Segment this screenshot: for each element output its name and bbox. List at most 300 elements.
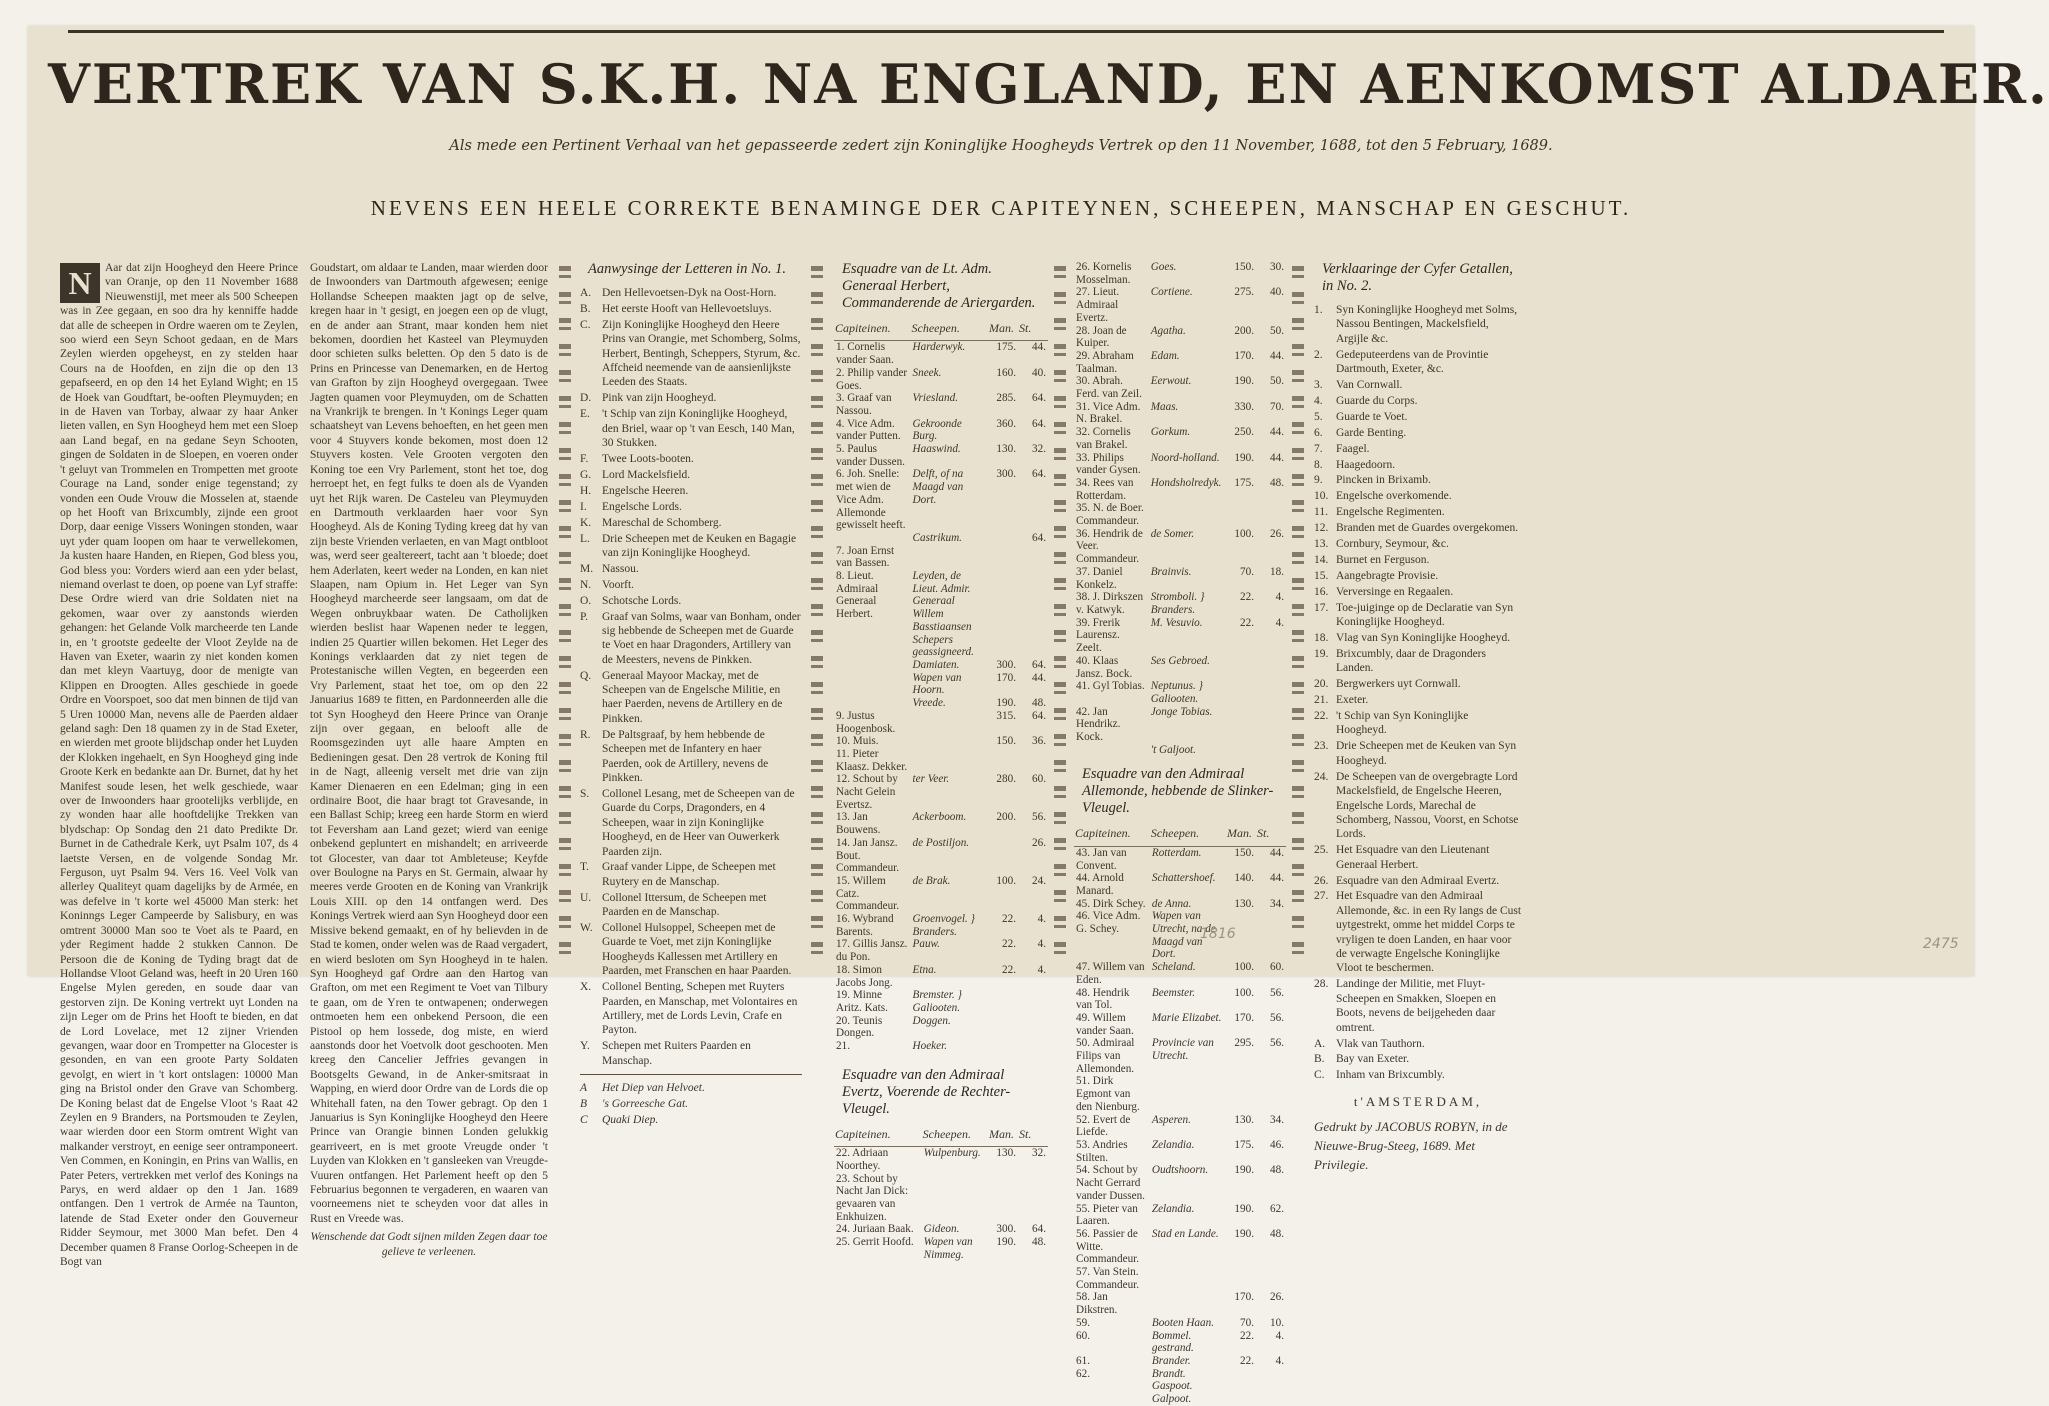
- column-header: Scheepen.: [911, 320, 988, 341]
- table-cell: Delft, of na Maagd van Dort.: [912, 468, 964, 506]
- number-item: [1314, 843, 1522, 872]
- table-row: [1074, 1228, 1286, 1266]
- table-cell: Hondsholredyk.: [1150, 476, 1222, 489]
- table-cell: [988, 570, 1018, 659]
- table-cell: 100.: [1234, 527, 1254, 540]
- table-cell: [1226, 502, 1256, 527]
- table-cell: 50.: [1270, 324, 1284, 337]
- letter-item: [580, 860, 802, 889]
- table-cell: 44.: [1270, 349, 1284, 362]
- table-cell: 48.: [1270, 476, 1284, 489]
- top-rule: [68, 30, 1944, 33]
- table-cell: 70.: [1270, 400, 1284, 413]
- letter-item: [580, 728, 802, 786]
- table-cell: 26. Kornelis Mosselman.: [1076, 261, 1132, 286]
- letter-item-key: T.: [580, 861, 590, 874]
- table-row: [1074, 1139, 1286, 1164]
- table-cell: 64.: [1032, 531, 1046, 544]
- number-item-key: 8.: [1314, 458, 1323, 471]
- number-item-text: Vlak van Tauthorn.: [1336, 1037, 1425, 1050]
- table-cell: 70.: [1240, 565, 1254, 578]
- table-cell: 36. Hendrik de Veer. Commandeur.: [1076, 527, 1143, 566]
- table-cell: [1256, 910, 1286, 961]
- table-cell: Sneek.: [912, 366, 942, 379]
- number-item: [1314, 489, 1522, 503]
- number-item-key: 7.: [1314, 442, 1323, 455]
- table-cell: [1226, 1266, 1256, 1291]
- table-cell: 34. Rees van Rotterdam.: [1076, 476, 1134, 502]
- table-cell: Castrikum.: [912, 531, 962, 544]
- table-cell: 4.: [1037, 963, 1046, 976]
- letter-item: [580, 452, 802, 466]
- table-cell: Bremster. } Galiooten.: [912, 989, 962, 1014]
- table-row: [834, 837, 1048, 875]
- table-cell: Schattershoef.: [1151, 872, 1216, 885]
- table-cell: Edam.: [1150, 349, 1180, 362]
- number-item: [1314, 585, 1522, 599]
- letter-item-key: P.: [580, 610, 588, 623]
- table-row: [834, 1223, 1048, 1236]
- number-item: [1314, 1068, 1522, 1082]
- table-cell: 30.: [1270, 261, 1284, 273]
- column-header: Man.: [1226, 825, 1256, 846]
- table-cell: Neptunus. } Galiooten.: [1150, 680, 1204, 705]
- table-cell: 19. Minne Aritz. Kats.: [836, 989, 888, 1014]
- table-cell: 26.: [1032, 836, 1046, 849]
- letter-footnote: [580, 1081, 802, 1095]
- printer-imprint: Gedrukt by JACOBUS ROBYN, in de Nieuwe-Brug-Steeg, 1689. Met Privilegie.: [1314, 1119, 1508, 1173]
- letter-item: [580, 532, 802, 561]
- number-item: [1314, 394, 1522, 408]
- letter-item: [580, 891, 802, 920]
- table-cell: 56.: [1270, 1011, 1284, 1024]
- letter-item: [580, 562, 802, 576]
- table-cell: 22.: [1240, 1354, 1254, 1367]
- table-cell: 300.: [996, 658, 1016, 671]
- table-cell: [988, 989, 1018, 1014]
- letter-item-text: Zijn Koninglijke Hoogheyd den Heere Prins van Orangie, met Schomberg, Solms, Herbert, Bentingh, Scheppers, Styrum, &c. Affcheid neemende van de aansienlijkste Leeden des Staats.: [602, 318, 801, 389]
- table-cell: 60.: [1076, 1329, 1090, 1342]
- table-row: [834, 735, 1048, 748]
- table-cell: 44.: [1032, 341, 1046, 354]
- table-cell: [1150, 1291, 1226, 1316]
- letter-item-key: I.: [580, 500, 587, 513]
- table-cell: 11. Pieter Klaasz. Dekker.: [836, 747, 908, 773]
- table-cell: 60.: [1032, 773, 1046, 786]
- letter-item: [580, 286, 802, 300]
- table-cell: 175.: [1234, 1139, 1254, 1151]
- letter-item-text: Graaf van Solms, waar van Bonham, onder sig hebbende de Scheepen met de Guarde te Voet en haar Dragonders, Artillery van de Meesters, nevens de Pinkken.: [602, 610, 801, 666]
- table-row: [1074, 1368, 1286, 1381]
- letter-item-key: U.: [580, 891, 592, 904]
- table-cell: 4.: [1037, 913, 1046, 926]
- table-cell: 38. J. Dirkszen v. Katwyk.: [1076, 591, 1144, 616]
- table-cell: Rotterdam.: [1151, 846, 1202, 859]
- table-cell: Groenvogel. } Branders.: [912, 913, 975, 938]
- table-cell: 62.: [1076, 1367, 1090, 1380]
- table-cell: [1074, 1380, 1150, 1393]
- table-cell: 48.: [1032, 697, 1046, 710]
- table-cell: 14. Jan Jansz. Bout. Commandeur.: [836, 836, 900, 875]
- number-item: [1314, 647, 1522, 676]
- column-header: St.: [1018, 1126, 1048, 1147]
- letter-item: [580, 787, 802, 859]
- table-cell: Brander.: [1151, 1354, 1191, 1367]
- table-cell: 170.: [996, 671, 1016, 684]
- table-cell: 170.: [1234, 1291, 1254, 1304]
- table-cell: 61.: [1076, 1354, 1090, 1367]
- table-cell: 130.: [1234, 897, 1254, 910]
- table-row: [1074, 1114, 1286, 1139]
- table-cell: [834, 697, 911, 710]
- herbert-column: [834, 261, 1048, 1261]
- table-row: [1074, 961, 1286, 986]
- table-row: [834, 913, 1048, 938]
- number-item-text: Aangebragte Provisie.: [1336, 569, 1439, 582]
- letters-list: [580, 286, 802, 1068]
- table-cell: [1226, 706, 1256, 744]
- number-item-key: 12.: [1314, 522, 1329, 535]
- number-item-key: 28.: [1314, 978, 1329, 991]
- table-cell: Stad en Lande.: [1151, 1227, 1219, 1240]
- letter-item-key: Y.: [580, 1040, 590, 1053]
- number-item-text: Pincken in Brixamb.: [1336, 474, 1431, 487]
- table-cell: Gekroonde Burg.: [912, 417, 962, 443]
- column-header: Capiteinen.: [834, 1126, 922, 1147]
- table-row: [1074, 706, 1286, 744]
- table-cell: 28. Joan de Kuiper.: [1076, 324, 1127, 350]
- number-item-key: A.: [1314, 1037, 1326, 1050]
- letter-item-text: Collonel Benting, Schepen met Ruyters Paarden, en Manschap, met Volontaires en Artillery, met de Lords Levin, Crafe en Payton.: [602, 981, 798, 1037]
- table-cell: [911, 748, 988, 773]
- table-cell: [1226, 1368, 1256, 1381]
- number-item-key: 20.: [1314, 678, 1329, 691]
- table-cell: [911, 735, 988, 748]
- table-cell: 64.: [1032, 417, 1046, 430]
- letter-item-text: Mareschal de Schomberg.: [602, 516, 722, 529]
- letter-item-key: C.: [580, 318, 591, 331]
- number-item-text: Toe-juiginge op de Declaratie van Syn Koninglijke Hoogheyd.: [1336, 601, 1514, 629]
- table-row: [834, 710, 1048, 735]
- table-cell: 49. Willem vander Saan.: [1076, 1011, 1134, 1037]
- number-item: [1314, 874, 1522, 888]
- table-cell: 23. Schout by Nacht Jan Dick: gevaaren van Enkhuizen.: [836, 1172, 909, 1223]
- letter-item: [580, 318, 802, 390]
- letter-item-key: W.: [580, 922, 593, 935]
- table-row: [834, 697, 1048, 710]
- letter-item-key: E.: [580, 408, 590, 421]
- table-cell: Cortiene.: [1150, 286, 1193, 299]
- number-item-key: 6.: [1314, 426, 1323, 439]
- table-cell: 53. Andries Stilten.: [1076, 1139, 1128, 1164]
- table-row: [1074, 910, 1286, 961]
- table-cell: 48.: [1270, 1164, 1284, 1177]
- table-cell: Jonge Tobias.: [1150, 705, 1213, 718]
- herbert-table: [834, 320, 1048, 1053]
- table-cell: 22. Adriaan Noorthey.: [836, 1147, 889, 1172]
- table-row: [834, 989, 1048, 1014]
- table-cell: de Brak.: [912, 874, 951, 887]
- table-cell: 32.: [1032, 1147, 1046, 1160]
- table-cell: 37. Daniel Konkelz.: [1076, 565, 1123, 591]
- table-cell: [1256, 655, 1286, 680]
- table-row: [1074, 680, 1286, 705]
- table-row: [834, 468, 1048, 532]
- table-cell: [1256, 744, 1286, 757]
- number-item: [1314, 709, 1522, 738]
- table-cell: [834, 672, 911, 697]
- letter-footnote-text: 's Gorreesche Gat.: [602, 1098, 689, 1111]
- letter-item: [580, 468, 802, 482]
- table-cell: 48. Hendrik van Tol.: [1076, 986, 1130, 1012]
- letter-item: [580, 407, 802, 450]
- table-row: [1074, 655, 1286, 680]
- column-header: Scheepen.: [922, 1126, 988, 1147]
- table-cell: 175.: [1234, 476, 1254, 489]
- number-item: [1314, 569, 1522, 583]
- table-cell: 100.: [1234, 986, 1254, 999]
- narrative-column-2: [310, 261, 549, 1258]
- page-subtitle-2: NEVENS EEN HEELE CORREKTE BENAMINGE DER CAPITEYNEN, SCHEEPEN, MANSCHAP EN GESCHUT.: [370, 196, 1632, 220]
- table-cell: 9. Justus Hoogenbosk.: [836, 709, 896, 735]
- number-item-key: 13.: [1314, 538, 1329, 551]
- table-cell: 54. Schout by Nacht Gerrard vander Dussen.: [1076, 1164, 1145, 1202]
- table-cell: [1256, 502, 1286, 527]
- letter-item-key: X.: [580, 981, 592, 994]
- table-cell: [1226, 680, 1256, 705]
- column-header: Capiteinen.: [834, 320, 911, 341]
- letter-item-text: 't Schip van zijn Koninglijke Hoogheyd, den Briel, waar op 't van Eesch, 140 Man, 30 Stukken.: [602, 408, 795, 450]
- narrative-text-2: Goudstart, om aldaar te Landen, maar wierden door de Inwoonders van Dartmouth afgewesen; eenige Hollandse Scheepen maakten jagt op de selve, kregen haar in 't gesigt, en joegen een op de vlugt, en de ander aan Strant, maar konden hem niet bekomen, doordien het Kasteel van Pleymuyden door schieten sulks beletten. Op den 5 dato is de Prins en Princesse van Denemarken, en de Hertog van Grafton by zijn Hoogheyd overgegaan. Twee Jagten quamen voor Pleymuyden, om de Schatten na Vrankrijk te brengen. In 't Konings Leger quam schaatsheyt van Levens behoeften, en het geen men voor 4 Stuyvers konde bekomen, most doen 12 Stuyvers kosten. Vele Grooten vergoten den Koning toe een Vry Parlement, stont het toe, dog herroept het, en fegt fulks te doen als de Vyanden uyt het Rijk waren. De Casteleu van Pleymuyden en Dartmouth verklaarden haer voor Syn Hoogheyd. Als de Koning Tyding kreeg dat hy van zijn beste Vrienden verlaeten, en van Magt ontbloot was, werd seer gealtereert, tacht aan 't bloede; doet hem Aderlaten, keert weder na Londen, en kan niet Slaapen, nam Opium in. Het Leger van Syn Hoogheyd marcheerde seer langsaam, om dat de Wegen onbruykbaar waten. De Catholijken wierden beslist haar Wapenen neder te leggen, indien 25 Quartier willen bekomen. Het Leger des Konings verklaarden dat zy niet tegen de Protestanische willen Vegten, en begeerden een Vry Parlement, staat het toe, om op den 22 Januarius 1689 te fitten, en Pardonneerden alle die tot Syn Hoogheyd den Heere Prince van Oranje zijn over gegaan, en belooft alle de Roomsgezinden uyt alle haare Ampten en Bedieningen gesat. Den 28 vertrok de Koning ftil in de Nagt, alleenig verselt met drie van zijn Kamer Dienaeren en een Edelman; ging in een ordinaire Boot, die haar bragt tot Gravesande, in een Ballast Schip; kreeg een harde Storm en wierd tot Feversham aan Land gezet; wierd van eenige onbekend gepluntert en mishandelt; en arriveerde tot Glocester, van daar tot Ambleteuse; Keyfde over Boulogne na Parys en St. Germain, alwaar hy meeres verde Grooten en de Koning van Vrankrijk Louis XIII. op den 14 ontfangen werd. Des Konings Vertrek wierd aan Syn Hoogheyd door een Missive bekend gemaakt, en of hy believden in de Stad te komen, onder welen was de Raad vergadert, en wierd besloten om Syn Hoogheyd in te halen. Syn Hoogheyd gaf Ordre aan den Hartog van Grafton, om met een Regiment te Voet van Tilbury te gaan, om de Yren te ontwapenen; onderwegen ontmoeten hem een onbekend Persoon, die een Pistool op hem lossede, dog miste, en wierd aanstonds door het Voetvolk doot geschooten. Men kreeg den Cancelier Jeffries gevangen in Bootsgelts Gewand, in de Anker-smitsraat in Wapping, en wierd door Ordre van de Lords die op Whitehall faten, na den Tower gebragt. Op den 1 Januarius is Syn Koninglijke Hoogheyd den Heere Prince van Orangie binnen Londen gelukkig gearriveert, en is met groote Vreugde onder 't Luyden van Klokken en 't gansleeken van Vreugde-Vuuren ontfangen. Het Parlement heeft op den 5 Februarius begonnen te vergaderen, en waaren van voorneemens niet te scheyden voor dat alles in Rust en Vreede was.: [310, 262, 549, 1225]
- table-cell: 20. Teunis Dongen.: [836, 1014, 883, 1040]
- letter-item-text: Voorft.: [602, 578, 635, 591]
- table-cell: de Somer.: [1150, 527, 1195, 540]
- number-item-text: Drie Scheepen met de Keuken van Syn Hoogheyd.: [1336, 740, 1517, 767]
- letter-item: [580, 516, 802, 530]
- number-item-text: Garde Benting.: [1336, 426, 1407, 439]
- number-item-key: 16.: [1314, 585, 1329, 598]
- letter-footnote-key: C: [580, 1113, 588, 1126]
- number-item-key: 10.: [1314, 490, 1329, 503]
- letter-item-text: Het eerste Hooft van Hellevoetsluys.: [602, 302, 772, 315]
- table-cell: 170.: [1234, 349, 1254, 362]
- table-cell: Gideon.: [923, 1223, 960, 1236]
- table-cell: Zelandia.: [1151, 1139, 1195, 1151]
- table-cell: 70.: [1240, 1316, 1254, 1329]
- allemonde-table: [1074, 825, 1286, 1405]
- number-item: [1314, 739, 1522, 768]
- table-row: [834, 964, 1048, 989]
- table-cell: Ackerboom.: [912, 811, 967, 824]
- table-row: [834, 659, 1048, 672]
- table-cell: [1226, 1393, 1256, 1406]
- table-cell: 64.: [1032, 468, 1046, 481]
- table-row: [1074, 375, 1286, 400]
- table-cell: Hoeker.: [912, 1040, 948, 1053]
- table-cell: 56. Passier de Witte. Commandeur.: [1076, 1227, 1140, 1266]
- letter-item-text: Engelsche Lords.: [602, 500, 682, 513]
- table-cell: [1018, 748, 1048, 773]
- letter-item-text: Nassou.: [602, 562, 639, 575]
- letter-item-text: Collonel Ittersum, de Scheepen met Paarden en de Manschap.: [602, 891, 767, 919]
- table-row: [1074, 987, 1286, 1012]
- table-cell: 22.: [1240, 591, 1254, 604]
- letter-item: [580, 484, 802, 498]
- number-item-text: Het Esquadre van den Admiraal Allemonde, &c. in een Ry langs de Cust uytgestrekt, omme het middel Corps te vryligen te doen Landen, en haar voor de verwagte Engelsche Koninglijke Vloot te beschermen.: [1336, 890, 1522, 975]
- table-cell: 39. Frerik Laurensz. Zeelt.: [1076, 616, 1121, 655]
- table-cell: 50.: [1270, 375, 1284, 388]
- number-item-key: 21.: [1314, 694, 1329, 707]
- table-row: [1074, 1380, 1286, 1393]
- table-cell: Bommel. gestrand.: [1151, 1329, 1194, 1355]
- table-cell: 15. Willem Catz. Commandeur.: [836, 874, 900, 913]
- table-cell: [988, 545, 1018, 570]
- table-cell: 16. Wybrand Barents.: [836, 913, 894, 938]
- table-cell: 190.: [1234, 451, 1254, 464]
- table-row: [1074, 846, 1286, 872]
- allemonde-heading: Esquadre van den Admiraal Allemonde, hebbende de Slinker-Vleugel.: [1082, 766, 1274, 817]
- number-item: [1314, 677, 1522, 691]
- column-ornament-2: [811, 266, 823, 966]
- number-item-key: 18.: [1314, 632, 1329, 645]
- table-cell: 't Galjoot.: [1150, 743, 1196, 756]
- table-cell: 7. Joan Ernst van Bassen.: [836, 544, 895, 570]
- table-cell: 29. Abraham Taalman.: [1076, 349, 1134, 375]
- table-row: [834, 341, 1048, 367]
- table-cell: 25. Gerrit Hoofd.: [836, 1236, 914, 1249]
- table-cell: Galpoot.: [1151, 1393, 1192, 1406]
- letter-item-key: O.: [580, 594, 592, 607]
- pencil-annotation-number: 2475: [1923, 936, 1959, 952]
- number-item-text: Guarde te Voet.: [1336, 410, 1408, 423]
- table-cell: Harderwyk.: [912, 341, 966, 354]
- table-cell: 48.: [1270, 1227, 1284, 1240]
- table-cell: de Postiljon.: [912, 836, 970, 849]
- number-item: [1314, 348, 1522, 377]
- letter-item-key: D.: [580, 392, 592, 405]
- table-cell: [1226, 1075, 1256, 1113]
- table-row: [1074, 401, 1286, 426]
- table-cell: 275.: [1234, 286, 1254, 299]
- table-cell: 190.: [1234, 1227, 1254, 1240]
- table-cell: 44.: [1270, 872, 1284, 885]
- table-cell: 130.: [996, 1147, 1016, 1160]
- table-cell: 4. Vice Adm. vander Putten.: [836, 417, 901, 443]
- table-row: [1074, 1037, 1286, 1075]
- table-cell: Stromboli. } Branders.: [1150, 591, 1205, 616]
- table-cell: 190.: [1234, 1164, 1254, 1177]
- letter-item-text: Engelsche Heeren.: [602, 484, 689, 497]
- table-cell: 32.: [1032, 443, 1046, 456]
- table-cell: Zelandia.: [1151, 1202, 1195, 1215]
- table-cell: Agatha.: [1150, 324, 1186, 337]
- table-cell: 4.: [1275, 591, 1284, 604]
- number-item: [1314, 693, 1522, 707]
- table-cell: M. Vesuvio.: [1150, 616, 1203, 629]
- table-header-row: [1074, 825, 1286, 846]
- table-row: [1074, 1164, 1286, 1202]
- letter-item-key: L.: [580, 532, 590, 545]
- page-title: VERTREK VAN S.K.H. NA ENGLAND, EN AENKOMST ALDAER.: [48, 52, 2049, 116]
- number-item-key: 4.: [1314, 394, 1323, 407]
- number-item: [1314, 631, 1522, 645]
- number-item-key: 14.: [1314, 554, 1329, 566]
- number-item-text: Burnet en Ferguson.: [1336, 554, 1430, 566]
- table-cell: 55. Pieter van Laaren.: [1076, 1202, 1138, 1228]
- table-row: [1074, 350, 1286, 375]
- table-cell: [1226, 655, 1256, 680]
- table-cell: 330.: [1234, 400, 1254, 413]
- table-cell: 190.: [996, 1236, 1016, 1249]
- table-row: [834, 811, 1048, 836]
- letters-separator: [580, 1074, 802, 1075]
- table-cell: Wapen van Utrecht, na de Maagd van Dort.: [1151, 910, 1216, 961]
- allemonde-column: [1074, 261, 1286, 1406]
- table-row: [1074, 744, 1286, 757]
- table-cell: Doggen.: [912, 1014, 951, 1027]
- letter-item: [580, 578, 802, 592]
- number-item: [1314, 537, 1522, 551]
- table-cell: 41. Gyl Tobias.: [1076, 680, 1145, 693]
- table-cell: 45. Dirk Schey.: [1076, 897, 1146, 910]
- table-cell: Etna.: [912, 963, 937, 976]
- letter-item-key: R.: [580, 728, 591, 741]
- letter-item-text: Pink van zijn Hoogheyd.: [602, 392, 717, 405]
- column-header: St.: [1018, 320, 1048, 341]
- table-cell: 4.: [1275, 616, 1284, 629]
- table-cell: Maas.: [1150, 400, 1179, 413]
- table-cell: Wulpenburg.: [923, 1147, 981, 1160]
- table-cell: 3. Graaf van Nassou.: [836, 392, 892, 417]
- table-cell: 60.: [1270, 961, 1284, 974]
- table-cell: 50. Admiraal Filips van Allemonden.: [1076, 1037, 1135, 1075]
- letter-item-key: Q.: [580, 669, 592, 682]
- table-cell: 5. Paulus vander Dussen.: [836, 443, 905, 468]
- narrative-column-1: [60, 261, 298, 1269]
- page-subtitle: Als mede een Pertinent Verhaal van het gepasseerde zedert zijn Koninglijke Hoogheyds Vertrek op den 11 November, 1688, tot den 5 February, 1689.: [449, 138, 1553, 154]
- column-header: St.: [1256, 825, 1286, 846]
- table-row: [834, 418, 1048, 443]
- narrative-text-1: Aar dat zijn Hoogheyd den Heere Prince van Oranje, op den 11 November 1688 Nieuwenstijl, met meer als 500 Scheepen was in Zee gegaan, en soo dra hy kenniffe hadde dat alle de scheepen in Ordre waeren om te Zeylen, soo wierd een Seyn Schoot gedaan, en de Mars Zeylen wierden opgeheyst, en zy stelden haar Cours na de Hoofden, en zijn die op den 13 gepafseerd, en op den 14 het Eyland Wight; en 15 de Hoek van Goudftart, be-ooften Pleymuyden; en in de Haven van Torbay, alwaar zy haar Anker lieten vallen, en Syn Hoogheyd hem met een Sloep aan Land begaf, en na gedane Seyn Schooten, gingen de Soldaten in de Sloepen, en voeren onder 't geluyt van Trommelen en Trompetten met groote Courage na Land, sonder enige tegenstand; zy vonden een Oude Vrouw die Mosselen at, staende op het Hooft van Brixcumbly, zijnde een groot Dorp, daar eenige Vissers Woningen stonden, waar uyt yder quam loopen om haar te verwellekomen, Ja kusten haare Handen, en Riepen, God bless you, God bless you: Vorders wierd aan een yder belast, niemand overlast te doen, op poene van Lyf straffe: Dese Ordre wierd van drie Soldaten niet na gekomen, waar over zy aanstonds wierden gehangen: het Gelande Volk marcheerde ten Lande in, en 't grootste gedeelte der Vloot Zeylde na de Haven van Exeter, waarin zy niet konden komen dan met kleyn Vaartuyg, door de menigte van Klippen en Droogten. Alles geschiede in goede Ordre en Voorspoet, soo dat men binnen de tijd van 5 Uren 10000 Man, nevens alle de Paerden aldaer geland sagh: Den 18 quamen zy in de Stad Exeter, en wierden met groote blijdschap onder het Luyden der Klokken ingehaelt, en Syn Hoogheyd ging inde Groote Kerk en bedankte aan Dr. Burnet, dat hy het Manifest soude lesen, het welk geschiede, waar over de Inwoonders haar grootelijks verblijde, en zy wonden haar alle hooftdelijke Trekken van blydschap: Op Sondag den 21 dato Predikte Dr. Burnet in de Cathedrale Kerk, uyt Psalm 107, ds 4 laetste Versen, en de volgende Sondag Mr. Ferguson, uyt Psalm 94. Vers 16. Veel Volk van allerley Qualiteyt quam dagelijks by de Armée, en was defelve in 't korte wel 45000 Man sterk: het Koninngs Leger Campeerde by Salisbury, en was omtrent 30000 Man soo te Voet als te Paard, en yder Regiment hadde 2 stukken Cannon. De Persoon die de Koning de Tyding bragt dat de Hollandse Vloot Geland was, heeft in 20 Uren 160 Engelse Mylen gereden, en soude daar van gestorven zijn. De Koning vertrekt uyt Londen na zijn Leger om de Prins het Hooft te bieden, en dat de Lord Lovelace, met 12 zijner Vrienden gevangen, waar door en Trompetter na Glocester is gesonden, en van een groote Party Soldaten gevolgt, en wiert in 't kort ontslagen: 10000 Man ging na Bristol onder den Grave van Schomberg. De Koning belast dat de Engelse Vloot 's Raat 42 Zeylen en 9 Branders, na Portsmouden te Zeylen, waar wierden door een Storm omtrent Wight van malkander verstroyt, en eenige seer ontramponeert. Ven Commen, en Koningin, en Prins van Wallis, en Pater Peters, vertrekken met verlof des Konings na Parys, en werd aldaer op den 1 Jan. 1689 ontfangen. Den 1 vertrok de Armée na Taunton, latende de Stad Exeter onder den Gouverneur Ridder Seymour, met 3000 Man befet. Den 4 December quamen 8 Franse Oorlog-Scheepen in de Bogt van: [60, 262, 298, 1269]
- number-item-text: Syn Koninglijke Hoogheyd met Solms, Nassou Bentingen, Mackelsfield, Argijle &c.: [1336, 304, 1518, 345]
- table-cell: 100.: [996, 874, 1016, 887]
- number-item-key: 24.: [1314, 770, 1329, 783]
- herbert-heading: Esquadre van de Lt. Adm. Generaal Herbert, Commanderende de Ariergarden.: [842, 261, 1036, 311]
- column-header: Man.: [988, 320, 1018, 341]
- table-cell: 22.: [1002, 938, 1016, 951]
- number-item-text: Brixcumbly, daar de Dragonders Landen.: [1336, 647, 1486, 675]
- letter-item-key: G.: [580, 468, 592, 481]
- table-row: [1074, 872, 1286, 897]
- numbers-heading: Verklaaringe der Cyfer Getallen, in No. 2.: [1322, 261, 1513, 294]
- number-item-text: Esquadre van den Admiraal Evertz.: [1336, 874, 1500, 887]
- table-cell: 64.: [1032, 1223, 1046, 1236]
- table-cell: 56.: [1270, 986, 1284, 999]
- number-item-key: 25.: [1314, 844, 1329, 857]
- number-item: [1314, 505, 1522, 519]
- letters-heading: Aanwysinge der Letteren in No. 1.: [588, 261, 787, 277]
- table-row: [1074, 502, 1286, 527]
- table-cell: Noord-holland.: [1150, 451, 1220, 464]
- table-cell: 46.: [1270, 1139, 1284, 1151]
- table-cell: [1149, 502, 1226, 527]
- table-cell: 200.: [996, 811, 1016, 824]
- table-row: [1074, 1203, 1286, 1228]
- table-cell: 4.: [1275, 1354, 1284, 1367]
- table-cell: 2. Philip vander Goes.: [836, 366, 908, 392]
- table-row: [834, 748, 1048, 773]
- table-cell: 32. Cornelis van Brakel.: [1076, 426, 1131, 451]
